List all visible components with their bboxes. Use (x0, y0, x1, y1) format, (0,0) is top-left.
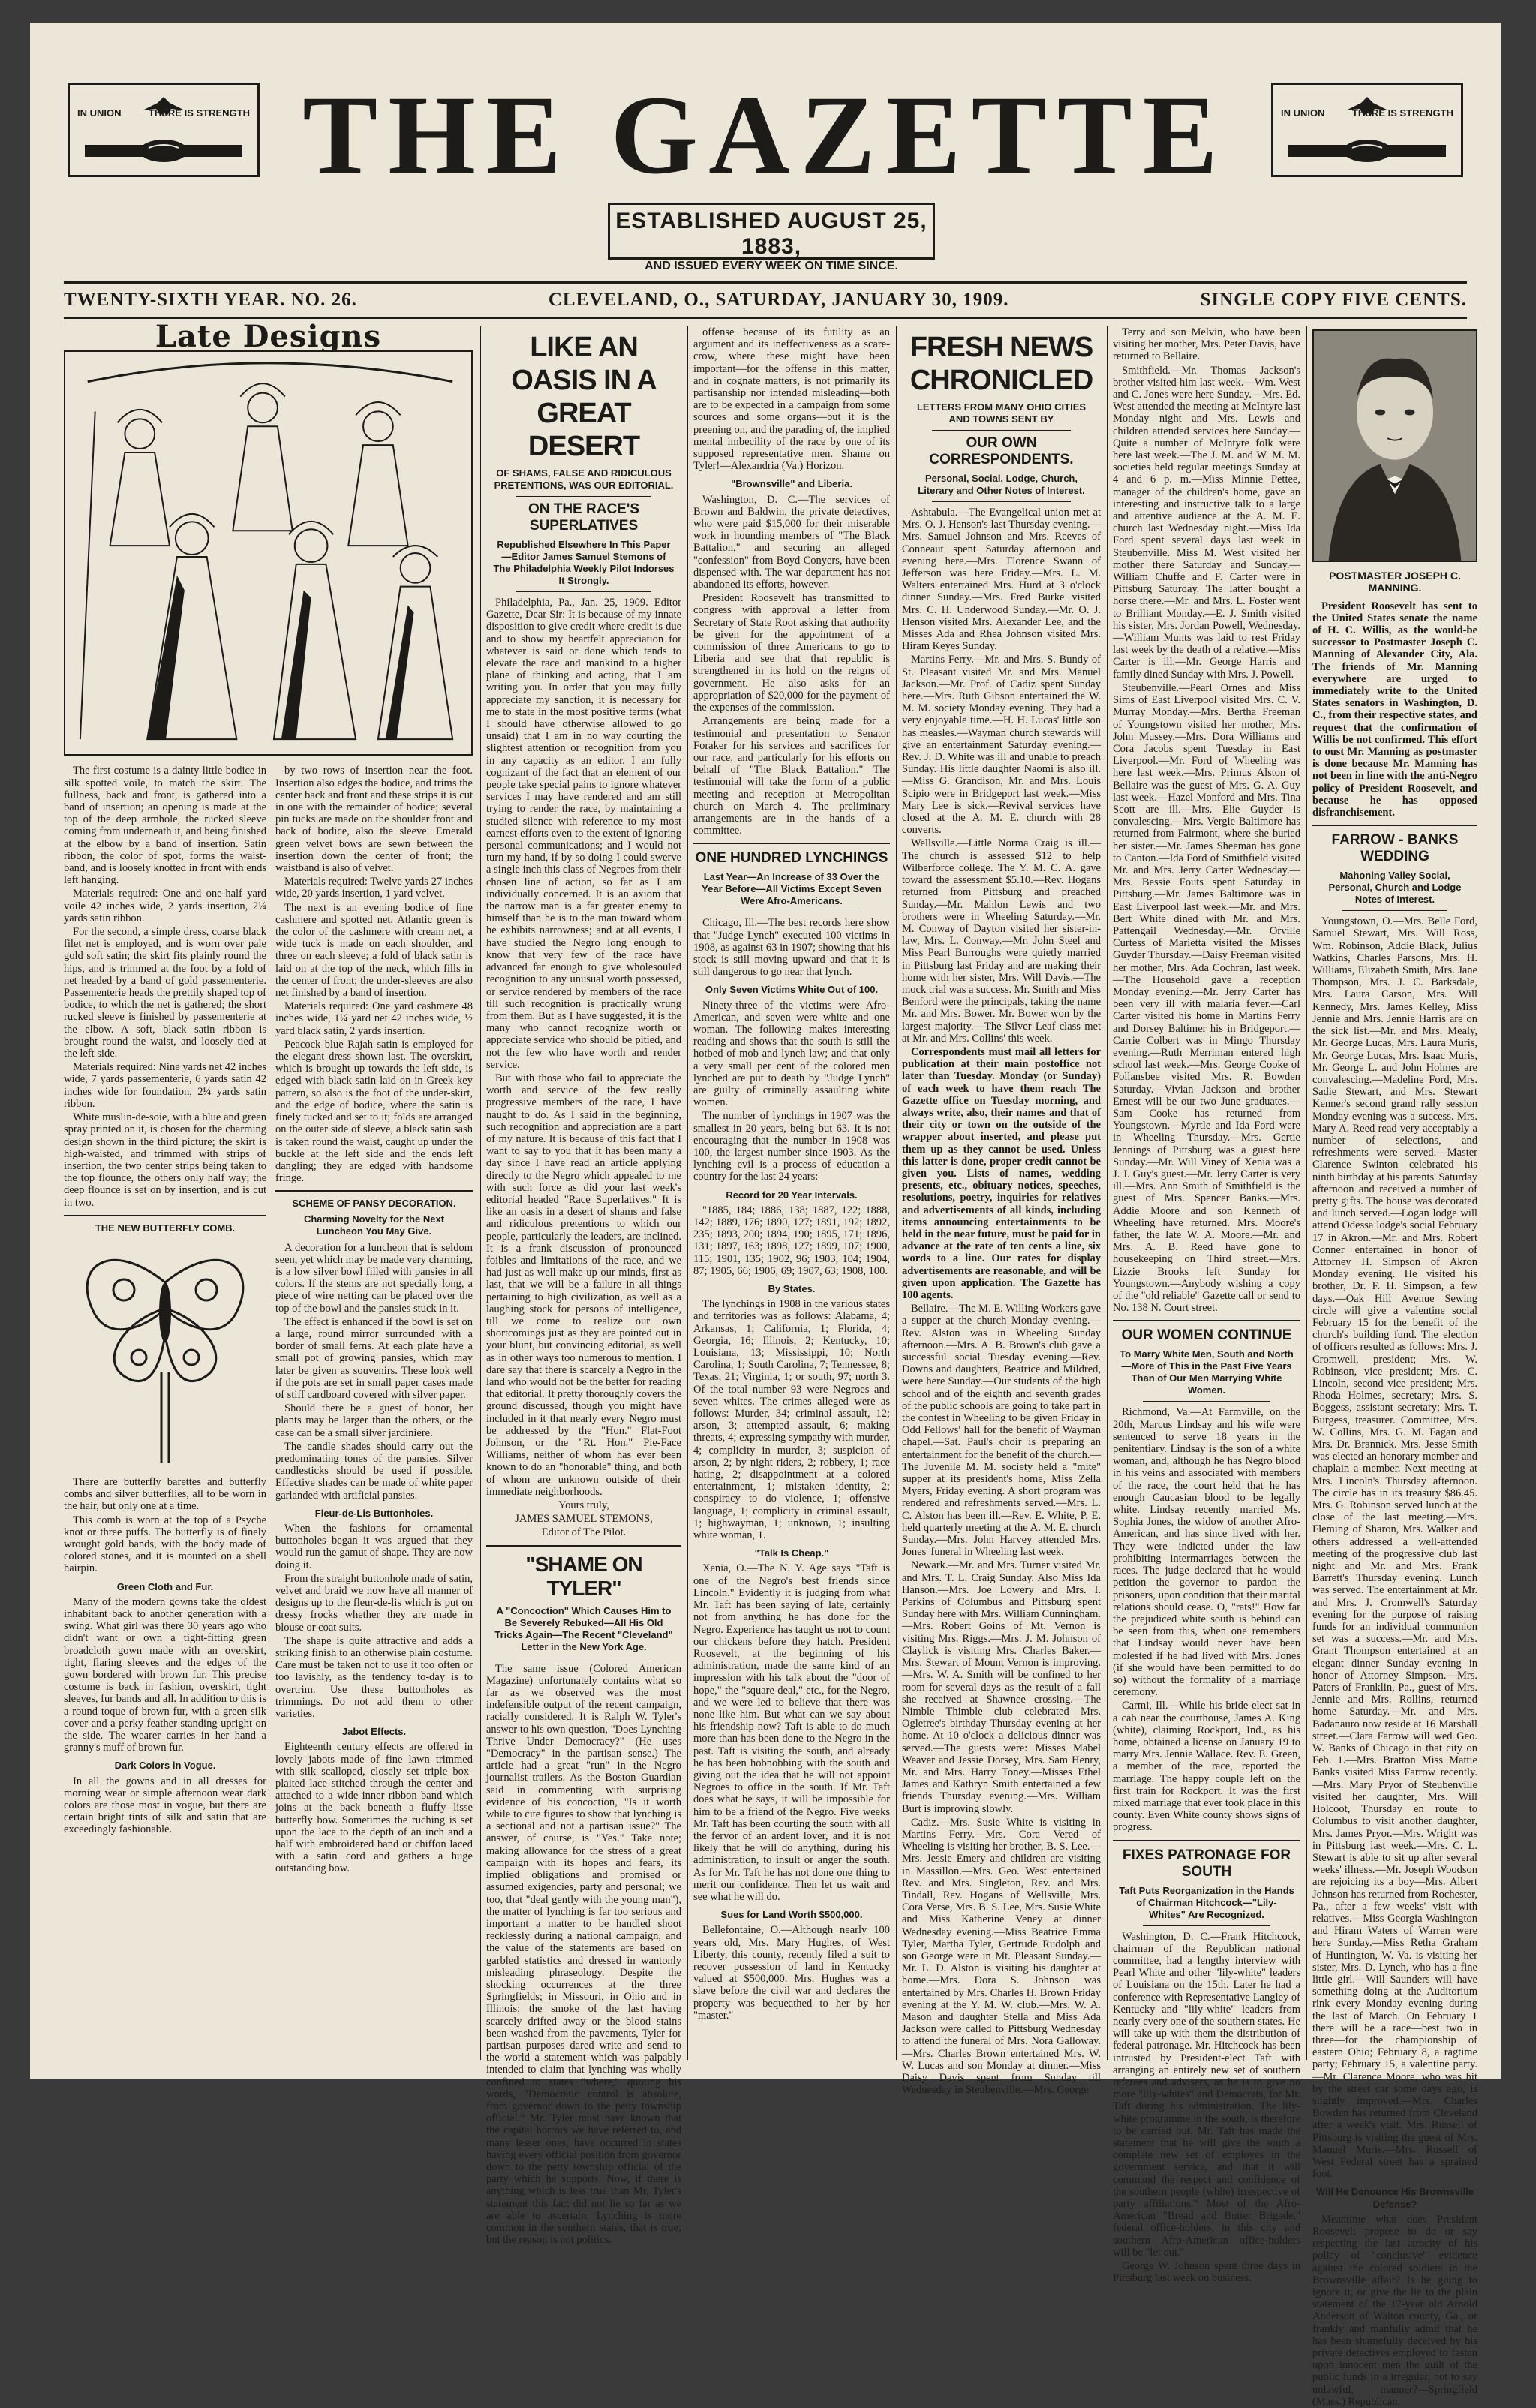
news-paragraph: President Roosevelt has sent to the United States senate the name of H. C. Willis, as the would-be successor to Postmaster Joseph C. Manning of Alexander City, Ala. The friends of Mr. Manning everywhere are urged to immediately write to the United States senators in Washington, D. C., from their respective states, and request that the confirmation of Willis be not confirmed. This effort to oust Mr. Manning as postmaster is done because Mr. Manning has not been in line with the anti-Negro policy of President Roosevelt, and because he has opposed disfranchisement. (1312, 600, 1477, 819)
news-paragraph: Washington, D. C.—Frank Hitchcock, chairman of the Republican national committee, had a lengthy interview with Pearl White and other "lily-white" leaders of Louisiana on the 15th. Later he had a conference with Representative Langley of Kentucky and "lily-white" leaders from nearly every one of the southern states. He will take up with them the distribution of federal patronage. Mr. Hitchcock has been intrusted by President-elect Taft with arranging an entirely new set of southern referees and advisers, as he is to give no more "lily-whites" and Democrats, for Mr. Taft during his administration. The lily-white programme in the south, is therefore to be carried out. Mr. Taft has made the statement that he will give the south a complete new set of employes in the government service, and that it will command the respect and confidence of the southern people (white) irrespective of party affiliations." Most of the Afro-American "Bread and Butter Brigade," federal office-holders, in this city and southern Afro-American office-holders will be "let out." (1113, 1930, 1300, 2259)
emblem-left-text: IN UNION (77, 107, 122, 119)
fashion-paragraph: Materials required: One yard cashmere 48 inches wide, 1¼ yard net 42 inches wide, ½ yard black satin, 2 yards insertion. (275, 1000, 473, 1037)
brownsville-heading: "Brownsville" and Liberia. (731, 478, 852, 490)
news-paragraph: President Roosevelt has transmitted to congress with approval a letter from Secretary of State Root asking that authority be given for the appointment of a commission of three Americans to go to Liberia and see that that republic is strengthened in its hold on the reigns of government. He also asks for an appropriation of $20,000 for the payment of the expenses of the commission. (693, 592, 890, 714)
column-separator (896, 326, 897, 2060)
town-news-paragraph: Cadiz.—Mrs. Susie White is visiting in Martins Ferry.—Mrs. Cora Vered of Wheeling is visiting her brother, B. S. Lee.—Mrs. Jessie Emery and children are visiting in Massillon.—Mrs. Geo. West entertained Rev. and Mrs. Singleton, Rev. and Mrs. Tindall, Rev. Hogans of Wellsville, Mrs. Cora Verse, Mrs. B. S. Lee, Mrs. Susie White and Miss Katherine Veney at dinner Wednesday evening.—Miss Beatrice Emma Tyler, Martha Tyler, Gertrude Rudolph and son George were in Mt. Pleasant Sunday.—Mr. L. D. Alston is visiting his daughter at home.—Mrs. Dora S. Johnson was entertained by Mrs. Charles H. Brown Friday evening at the Y. M. W. club.—Mrs. W. A. Mason and daughter Stella and Miss Ada Jackson were called to Pittsburg Wednesday to attend the funeral of Mrs. Nora Galloway.—Mrs. Charles Brown entertained Mrs. W. W. Lucas and son Monday at dinner.—Miss Daisy Davis spent from Sunday till Wednesday in Steubenville.—Mrs. George (902, 1816, 1101, 2097)
section-rule (516, 496, 651, 497)
fashion-paragraph: Peacock blue Rajah satin is employed for the elegant dress shown last. The overskirt, which is brought up towards the left side, is edged with black satin laid on in Greek key pattern, so also is the foot of the under-skirt, and the edge of bodice, where the satin is finely tucked and set to it; folds are arranged on the outer side of sleeve, a black satin sash is taken round the waist, caught up under the buckle at the left side and the ends left dangling; they are edged with handsome fringe. (275, 1038, 473, 1185)
signoff-line: Editor of The Pilot. (541, 1526, 627, 1539)
shame-headline: "SHAME ON TYLER" (525, 1552, 642, 1600)
editorial-paragraph: Philadelphia, Pa., Jan. 25, 1909. Editor Gazette, Dear Sir: It is because of my innate disposition to give credit where credit is due and to show my heartfelt appreciation for whatever is said or done which tends to elevate the race and mankind to a higher plane of thinking and acting, that I am writing you. In order that you may fully appreciate my sanction, it is necessary for me to state in the most positive terms (what I should have otherwise allowed to go unsaid) that I am in no way courting the slightest attention or recognition from you in any capacity as an editor. I am fully cognizant of the fact that an element of our people take special pains to ignore whatever services I may have rendered and am still trying to render the race, by maintaining a studied silence with reference to my most earnest efforts even to the extent of ignoring personal communications; and I would not turn my hand, if by so doing I could swerve a single inch this class of Negroes from their chosen line of action, so far as I am individually concerned. It is an axiom that the narrow man is a far greater enemy to himself than he is to the man toward whom he exhibits narrowness; and at all events, I have studied the Negro long enough to know that very few of the race have advanced far enough to give wholesouled recognition to any unusual worth possessed, or service rendered by members of the race till such recognition is practically wrung from them. But as I have suggested, it is the many who cannot recognize worth or appreciate service who should be pitied, and not the few who have worth and render service. (486, 597, 681, 1071)
record-heading: Record for 20 Year Intervals. (726, 1189, 858, 1201)
butterfly-comb-illustration (64, 1237, 266, 1470)
column-news (693, 326, 890, 2064)
news-paragraph: offense because of its futility as an argument and its ineffectiveness as a scare-crow, where these might have been important—for the offense in this matter, and in cognate matters, is not primarily its partisanship nor intended misleading—both are to be expected in a campaign from some sources and some organs—but it is the preening on, and the parading of, the implied mental imbecility of the race by one of its supposed representative men. Shame on Tyler!—Alexandria (Va.) Horizon. (693, 326, 890, 473)
dark-colors-heading: Dark Colors in Vogue. (114, 1760, 216, 1772)
jabot-heading: Jabot Effects. (341, 1726, 407, 1738)
emblem-banner (1281, 107, 1453, 119)
section-rule (932, 501, 1071, 502)
column-mahoning (1312, 326, 1477, 2408)
dark-colors-paragraph: In all the gowns and in all dresses for morning wear or simple afternoon wear dark colors are those most in vogue, but there are certain bright tints of silk and satin that are exceedingly fashionable. (64, 1775, 266, 1836)
town-news-paragraph: Terry and son Melvin, who have been visiting her mother, Mrs. Peter Davis, have returned to Bellaire. (1113, 326, 1300, 363)
fresh-news-headline: FRESH NEWS CHRONICLED (909, 332, 1093, 396)
pansy-paragraph: Should there be a guest of honor, her plants may be larger than the others, or the case can be a small silver jardiniere. (275, 1402, 473, 1439)
late-designs-heading: Late Designs (155, 319, 382, 354)
oasis-subheadline: OF SHAMS, FALSE AND RIDICULOUS PRETENTIONS, WAS OUR EDITORIAL. (494, 467, 674, 491)
price: SINGLE COPY FIVE CENTS. (1200, 290, 1467, 310)
emblem-left-text: IN UNION (1281, 107, 1325, 119)
pansy-paragraph: The effect is enhanced if the bowl is set on a large, round mirror surrounded with a border of small ferns. At each plate have a small pot of growing pansies, which may later be given as souvenirs. These look well if the pots are set in small paper cases made of stiff cardboard covered with silver paper. (275, 1315, 473, 1401)
by-states-heading: By States. (768, 1283, 816, 1295)
correspondents-subheadline: Personal, Social, Lodge, Church, Literary and Other Notes of Interest. (918, 473, 1085, 496)
butterfly-paragraph: This comb is worn at the top of a Psyche knot or three puffs. The butterfly is of finely wrought gold bands, with the body made of colored stones, and it is mounted on a shell hairpin. (64, 1514, 266, 1575)
volume-number: TWENTY-SIXTH YEAR. NO. 26. (64, 290, 357, 310)
section-rule (1113, 1320, 1300, 1321)
column-separator (1306, 326, 1307, 2060)
signoff-line: Yours truly, (558, 1499, 609, 1512)
dateline (64, 285, 1467, 315)
town-news-paragraph: Steubenville.—Pearl Ornes and Miss Sims of East Liverpool visited Mrs. C. V. Murray Monday.—Mrs. Bertha Freeman of Youngstown visited her mother, Mrs. John Mussey.—Mrs. Dora Williams and Cora Jacobs spent Tuesday in East Liverpool.—Mr. Ford of Wheeling was here last week.—Mrs. Primus Alston of Bellaire was the guest of Mrs. G. A. Guy last week.—Hazel Monford and Mrs. Tina Scott are ill.—Mrs. Elie Guyder is convalescing.—Mrs. Vergie Baltimore has returned from Fairmont, where she buried her sister.—Mr. James Sheeman has gone to Canton.—Ida Ford of Smithfield visited Mr. and Mrs. Jerry Carter Wednesday.—Mrs. Bessie Fouts spent Saturday in Pittsburg.—Mr. James Baltimore was in East Liverpool last week.—Mr. and Mrs. Bert White dined with Mr. and Mrs. Pattengail Wednesday.—Mr. Orville Curtess of Marietta visited the Misses Guyder Thursday.—Daisy Freeman visited her mother, Mrs. Ada Cochran, last week.—The Household gave a reception Monday evening.—Mr. Jerry Carter has been very ill with malaria fever.—Carl Carter visited his home in Martins Ferry and Dorsey Baltimer his in Bridgeport.—Carrie Colbert was in Mingo Thursday evening.—Ruth Merriman entered high school last week.—Mrs. George Cooke of Follansbee visited Mrs. R. Bowden Saturday.—Vivian Jackson and brother Ernest will be our two June graduates.—Sam Cooke has returned from Youngstown.—Myrtle and Ida Ford were in Wheeling Thursday.—Mrs. Gertie Jennings of Pittsburg was a guest here Sunday.—Mr. Will Viney of Xenia was a J. J. Guy's guest.—Mr. Jerry Carter is very ill.—Mrs. Ann Smith of Smithfield is the guest of Mrs. Spencer Banks.—Mrs. Addie Moore and son Kenneth of Wheeling have returned. Mrs. Moore's father, the late W. A. Moore.—Mr. and Mrs. A. B. Reed have gone to housekeeping on Third street.—Mrs. Lizzie Brooks left Sunday for Youngstown.—Anybody wishing a copy of the "old reliable" Gazette call or send to No. 138 N. Court street. (1113, 681, 1300, 1315)
wedding-headline: FARROW - BANKS WEDDING (1331, 832, 1459, 865)
town-news-paragraph: Smithfield.—Mr. Thomas Jackson's brother visited him last week.—Wm. West and C. Jones were here Sunday.—Mrs. Ed. West attended the meeting at McIntyre last Monday night and Mrs. Lewis and children attended services here Sunday.—Quite a number of McIntyre folk were here last week.—The J. M. and W. M. M. societies held regular meetings Sunday at 4 and 6 p. m.—Miss Minnie Pettee, manager of the children's home, gave an interesting and instructive talk to a large and attentive audience at the A. M. E. church last Wednesday night.—Miss Ida Ford spent several days last week in Steubenville. Miss M. West visited her mother there Saturday and Sunday.—William Chuffe and F. Carter were in Pittsburg Saturday. The latter bought a horse there.—Mr. and Mrs. L. Foster went to Brilliant Monday.—E. J. Smith visited his sister, Mrs. Jordan Powell, Wednesday.—William Munts was laid to rest Friday last week by the death of a relative.—Miss Carter is ill.—Mr. George Harris and family dined Sunday with Mrs. J. Powell. (1113, 364, 1300, 681)
fleur-paragraph: From the straight buttonhole made of satin, velvet and braid we now have all manner of designs up to the fleur-de-lis which is put on dressy frocks whether they are made in blouse or coat suits. (275, 1572, 473, 1634)
women-continue-subheadline: To Marry White Men, South and North—More of This in the Past Five Years Than of Our Men Marrying White Women. (1120, 1348, 1294, 1396)
column-editorial (486, 326, 681, 2247)
fleur-paragraph: When the fashions for ornamental buttonholes began it was argued that they would run the gamut of shape. They are now doing it. (275, 1522, 473, 1571)
section-rule (1312, 825, 1477, 826)
column-separator (480, 326, 481, 2060)
editorial-paragraph: But with those who fail to appreciate the worth and service of the few really progressive members of the race, I have naught to do. As I said in the beginning, such recognition and appreciation are a part of my nature. It is because of this fact that I want to say to you that it has been many a day since I have read an article applying directly to the Negro which appealed to me with such force as did your last week's editorial headed "Race Superlatives." It is like an oasis in a desert of shams and false and ridiculous pretentions to which our people, particularly the leaders, are inclined. It is a frank discussion of pronounced foibles and limitations of the race, and we had just as well make up our minds, first as last, that we will be a failure in all things pertaining to high civilization, as well as a laughing stock for persons of intelligence, till we come to realize our own shortcomings just as they are pointed out in your blunt, but convincing editorial, as well as in other ways too numerous to mention. I dare say that there is scarcely a Negro in the land who would not be the better for reading that editorial. It pretty thoroughly covers the ground discussed, though you might have included in it that nearly every Negro must be addressed by the "Hon." Flat-Foot Johnson, or the "Rt. Hon." Pie-Face Williams, neither of whom has ever been known to do an "honorable" thing, and both of whom are unknown outside of their immediate neighborhoods. (486, 1072, 681, 1498)
town-news-paragraph: Bellaire.—The M. E. Willing Workers gave a supper at the church Monday evening.—Rev. Alston was in Wheeling Sunday afternoon.—Mrs. A. B. Brown's club gave a successful social Tuesday evening.—Rev. Downs and daughters, Beatrice and Mildred, were here Sunday.—Our students of the high school and of the eighth and seventh grades of the public schools are going to take part in the contest in Wheeling to be given Friday in Odd Fellows' hall for the benefit of Wayman chapel.—Sat. Paul's choir is preparing an entertainment for the benefit of the church.—The Juvenile M. M. society held a "mite" supper at its president's home, Miss Zella Myers, Friday evening. A short program was rendered and refreshments served.—Mrs. L. C. Alston has been ill.—Rev. E. White, P. E. held quarterly meeting at the A. M. E. church Sunday.—Mrs. John Harvey attended Mrs. Jones' funeral in Wheeling last week. (902, 1303, 1102, 1559)
section-rule (64, 1215, 266, 1216)
section-rule (932, 430, 1071, 431)
portrait-caption: POSTMASTER JOSEPH C. MANNING. (1329, 570, 1461, 594)
emblem-left (68, 83, 260, 177)
pansy-paragraph: The candle shades should carry out the predominating tones of the pansies. Silver candlesticks should be used if possible. Effective shades can be made of white paper garlanded with artificial pansies. (275, 1440, 473, 1502)
section-rule (693, 843, 890, 844)
oasis-headline: LIKE AN OASIS IN A GREAT DESERT (511, 332, 657, 462)
notice-paragraph: Correspondents must mail all letters for publication at their main postoffice not later than Tuesday. Monday (or Sunday) of each week to have them reach The Gazette office on Tuesday morning, and always write, also, their names and that of their city or town on the outside of the wrapper about inserted, and please put them up as they cannot be used. Unless this latter is done, proper credit cannot be given you. Lists of names, wedding presents, etc., obituary notices, speeches, resolutions, poetry, inquiries for relatives and advertisements of all kinds, including items announcing entertainments to be held in the near future, must be paid for in advance at the rate of ten cents a line, six words to a line. Our rates for display advertisements are reasonable, and will be given upon application. The Gazette has 100 agents. (902, 1045, 1101, 1301)
fashion-illustration (64, 350, 473, 756)
section-rule (516, 591, 651, 592)
fashion-paragraph: For the second, a simple dress, coarse black filet net is employed, and is worn over pale gold soft satin; the skirt fits plainly round the hips, and is trimmed at the foot by a fold of net headed by a band of gold passementerie. Passementerie heads the prettily shaped top of bodice, to which the net is gathered; the short rucked sleeve is finished by passementerie at the elbow. A soft, black satin ribbon is brought round the waist, and loosely tied at the left side. (64, 926, 266, 1060)
town-news-paragraph: Ashtabula.—The Evangelical union met at Mrs. O. J. Henson's last Thursday evening.—Mrs. Samuel Johnson and Mrs. Reeves of Conneaut spent Saturday afternoon and evening here.—Mrs. Florence Swann of Jefferson was here Friday.—Mrs. L. M. Walters entertained Mrs. Hurd at 3 o'clock dinner Sunday.—Mrs. Fred Burke visited Mrs. C. H. Underwood Sunday.—Mr. O. J. Henson visited Mrs. Alexander Lee, and the Misses Ada and Rhea Johnson visited Mrs. Hiram Keyes Sunday. (902, 507, 1101, 653)
newspaper-page (30, 23, 1501, 2408)
tagline: AND ISSUED EVERY WEEK ON TIME SINCE. (645, 260, 898, 272)
patronage-headline: FIXES PATRONAGE FOR SOUTH (1122, 1847, 1291, 1880)
emblem-banner (77, 107, 250, 119)
fashion-text-left (64, 765, 266, 1876)
section-rule (1342, 910, 1447, 911)
column-correspondents (902, 326, 1102, 2097)
patronage-subheadline: Taft Puts Reorganization in the Hands of Chairman Hitchcock—"Lily-Whites" Are Recognized. (1119, 1884, 1294, 1920)
fresh-news-subheadline: LETTERS FROM MANY OHIO CITIES AND TOWNS SENT BY (916, 401, 1087, 425)
section-rule (486, 1545, 681, 1547)
lynchings-headline: ONE HUNDRED LYNCHINGS (695, 850, 888, 867)
butterfly-paragraph: There are butterfly barettes and butterfly combs and silver butterflies, all to be worn in the hair, but only one at a time. (64, 1475, 266, 1513)
fashion-paragraph: Materials required: Twelve yards 27 inches wide, 20 yards insertion, 1 yard velvet. (275, 876, 473, 900)
established-box (608, 203, 935, 272)
women-continue-headline: OUR WOMEN CONTINUE (1121, 1327, 1292, 1344)
wedding-subheadline: Mahoning Valley Social, Personal, Church and Lodge Notes of Interest. (1328, 870, 1462, 906)
green-cloth-paragraph: Many of the modern gowns take the oldest inhabitant back to another generation with a swing. What girl was there 30 years ago who didn't want or own a tight-fitting green broadcloth gown made with an overskirt, tight, flaring sleeves and the edges of the gown bordered with brown fur. This precise costume is back in fashion, overskirt, tight sleeves, fur bands and all. In addition to this is a round toque of brown fur, with a green silk cover and a perky feather standing upright on the side. The wearer carries in her hand a granny's muff of brown fur. (64, 1595, 266, 1754)
pansy-paragraph: A decoration for a luncheon that is seldom seen, yet which may be made very charming, is a low silver bowl filled with pansies in all colors. If the stems are not specially long, a piece of wire netting can be placed over the top of the bowl and the pansies stuck in it. (275, 1241, 473, 1315)
town-news-paragraph: Newark.—Mr. and Mrs. Turner visited Mr. and Mrs. T. L. Craig Sunday. Also Miss Ida Hanson.—Mrs. Joe Lowery and Mrs. I. Perkins of Columbus and Pittsburg spent Sunday here with Mrs. William Cunningham.—Mrs. Robert Goins of Mt. Vernon is visiting Mrs. Riggs.—Mrs. J. M. Johnson of Claylick is visiting Mrs. Charles Baker.—Mrs. Stewart of Mount Vernon is improving.—Mrs. W. A. Smith will be confined to her room for several days as the result of a fall she received at Shawnee crossing.—The Nimble Thimble club celebrated Mrs. Ogletree's birthday Thursday evening at her home. At 10 o'clock a delicious dinner was served.—The guests were: Misses Mabel Weaver and Jessie Dorsey, Mrs. Sam Henry, Mr. and Mrs. Harry Toney.—Misses Ethel James and Kathryn Smith entertained a few friends Thursday evening.—Mrs. William Burt is improving slowly. (902, 1559, 1101, 1815)
emblem-right-text: THERE IS STRENGTH (148, 107, 250, 119)
states-paragraph: The lynchings in 1908 in the various states and territories was as follows: Alabama, 4; Arkansas, 1; California, 1; Florida, 4; Georgia, 16; Illinois, 2; Kentucky, 10; Louisiana, 13; Mississippi, 10; North Carolina, 1; South Carolina, 7; Tennessee, 8; Texas, 21; Virginia, 1; or south, 97; north 3. Of the total number 93 were Negroes and seven whites. The crimes alleged were as follows: Murder, 34; criminal assault, 12; arson, 3; attempted assault, 6; making threats, 4; expressing sympathy with murder, 4; complicity in murder, 3; suspicion of arson, 2; by night riders, 2; robbery, 1; race hating, 2; disappointment at a colored entertainment, 1; mistaken identity, 2; conspiracy to do violence, 1; offensive language, 1; complicity in criminal assault, 1; highwayman, 1; unknown, 1; insulting white woman, 1. (693, 1298, 890, 1542)
town-news-paragraph: Wellsville.—Little Norma Craig is ill.—The church is assessed $12 to help Wilberforce college. The Y. M. C. A. gave toward the assessment $5.10.—Rev. Hogans returned from Pittsburg and preached Sunday.—Mr. Mahlon Lewis and two brothers were in Wheeling Saturday.—Mr. M. Conway of Dayton visited her sister-in-law, Mrs. L. Conway.—Mr. John Steel and Miss Pearl Burroughs were quietly married in Pittsburg last Friday and are making their home with her sister, Mrs. Will Davis.—The mock trial was a success. Mr. Smith and Miss Benford were the principals, taking the name Mr. and Mrs. Bower. Mr. Bower won by the largest majority.—The Silver Leaf class met at Mr. and Mrs. Collins' this week. (902, 837, 1102, 1045)
column-separator (687, 326, 688, 2060)
superlatives-headline: ON THE RACE'S SUPERLATIVES (528, 501, 640, 534)
section-rule (1143, 1401, 1270, 1402)
column-towns (1113, 326, 1300, 2285)
jabot-paragraph: Eighteenth century effects are offered in lovely jabots made of fine lawn trimmed with silk scalloped, closely set triple box-plaited lace stitched through the center and attached to a wide inner ribbon band which joins at the back beneath a fluffy lisse butterfly bow. Sometimes the ruching is set upon the lace to the depth of an inch and a half with embroidered band or chiffon laced with a satin cord and gathers a huge outstanding bow. (275, 1741, 473, 1875)
fashion-paragraph: Materials required: Nine yards net 42 inches wide, 7 yards passementerie, 6 yards satin 42 inches wide for foundation, 2¼ yards satin ribbon. (64, 1061, 266, 1110)
pansy-heading: SCHEME OF PANSY DECORATION. (292, 1198, 456, 1210)
clasped-hands-icon (85, 137, 242, 164)
news-paragraph: Carmi, Ill.—While his bride-elect sat in a cab near the courthouse, James A. King (white), claiming Rockport, Ind., as his home, obtained a license on January 19 to marry Mrs. Jennie Wallace. Rev. E. Green, a member of the race, reported the marriage. The happy couple left on the first train for Rockport. It was the first mixed marriage that ever took place in this county. Even White county shows signs of progress. (1113, 1700, 1300, 1834)
talk-paragraph: Xenia, O.—The N. Y. Age says "Taft is one of the Negro's best friends since Lincoln." Evidently it is judging from what Mr. Taft has been saying of late, certainly not from anything he has done for the Negro. Experience has taught us not to count our chickens before they hatch. President Roosevelt, at the beginning of his administration, made the same kind of an impression with his talk about the "door of hope," the "square deal," etc., for the Negro, and we were led to believe that there was none like him. But what can we say about his friendship now? Taft is able to do much more than has been done to the Negro in the past. Taft is visiting the south, and already he has been hobnobbing with the south and giving out the idea that he will not appoint Negroes to office in the south. If Mr. Taft does what he says, it will be impossible for him to be a friend of the Negro. Five weeks Mr. Taft has been courting the south with all the fervor of an ardent lover, and it is not likely that he will do anything, during his administration, to insult or anger the south. As for Mr. Taft he has not done one thing to merit our confidence. Then let us wait and see what he will do. (693, 1562, 890, 1903)
superlatives-subheadline: Republished Elsewhere In This Paper —Editor James Samuel Stemons of The Philadelphia Weekly Pilot Indorses It Strongly. (493, 539, 675, 586)
butterfly-comb-heading: THE NEW BUTTERFLY COMB. (95, 1222, 236, 1234)
signoff-line: JAMES SAMUEL STEMONS, (515, 1513, 653, 1526)
column-separator (1107, 326, 1108, 2060)
news-paragraph: Arrangements are being made for a testimonial and presentation to Senator Foraker for his services and sacrifices for our race, and particularly for his efforts on behalf of "The Black Battalion." The testimonial will take the form of a public meeting and reception at Metropolitan church on March 4. The preliminary arrangements are in the hands of a committee. (693, 715, 890, 837)
shame-subheadline: A "Concoction" Which Causes Him to Be Severely Rebuked—All His Old Tricks Again—The Recent "Cleveland" Letter in the New York Age. (494, 1604, 673, 1652)
news-paragraph: Meantime what does President Roosevelt propose to do or say respecting the last atrocity of his policy of "conclusive" evidence against the colored soldiers in the Brownsville affair? Is he going to ignore it, or give the lie to the plain statement of the 17-year old Arnold Anderson of Walton county, Ga., or frankly and manfully admit that he has been shamefully deceived by his private detectives employed to fasten upon innocent men the guilt of the public funds in a irregular, not to say unlawful, manner?—Springfield (Mass.) Republican. (1312, 2213, 1477, 2408)
editorial-paragraph: The same issue (Colored American Magazine) unfortunately contains what so far as we observed was the most indefensible output of the recent campaign, racially considered. It is Ralph W. Tyler's answer to his own question, "Does Lynching Thrive Under Democracy?" (He uses "Democracy" in the partisan sense.) The article had a great "run" in the Negro journalist trailers. As the Boston Guardian said in commenting with surprising evidence of his concoction, "Is it worth while to cite figures to show that lynching is a sectional and not a partisan issue?" The answer, of course, is "Yes." Take note; making allowance for the stress of a great campaign with its hopes and fears, its implied obligations and promised or assumed exigencies, party and personal; we too, that "deal gently with the young man"), the matter of lynching is far too serious and important a matter to be handled shoot recklessly during a national campaign, and the value of the statements are based on garbled statistics and dressed in wantonly misleading phraseology. Despite the shocking occurrences at the three Springfields; in Missouri, in Ohio and in Illinois; the smoke of the last having scarcely drifted away or the blood stains been washed from the pavements, Tyler for partisan purposes dared write and send to the world a statement which was palpably intended to claim that lynching was wholly confined to states "where," quoting his words, "Democratic control is absolute, from governor down to the petty township official." Mr. Tyler must have known that the capital horrors we have referred to, and many lesser ones, have occurred in states having every official position from governor down to the petty township official of the party which he supports. Now, if there is anything which is less true than Mr. Tyler's statement this fact did not lie so far as we are able to ascertain. Lynching is more common in the southern states, that is true; but the reason is not politics. (486, 1662, 681, 2247)
green-cloth-heading: Green Cloth and Fur. (116, 1580, 214, 1592)
fashion-paragraph: The first costume is a dainty little bodice in silk spotted voile, to match the skirt. The fullness, back and front, is gathered into a band of insertion; an opening is made at the top of the deep armhole, the rucked sleeve coming from underneath it, and being finished at the elbow by a band of insertion. Satin ribbon, the color of spot, forms the waist-band, and is loosely knotted in front with ends left hanging. (64, 765, 266, 887)
fleur-paragraph: The shape is quite attractive and adds a striking finish to an otherwise plain costume. Care must be taken not to use it too often or too lavishly, as the tendency to-day is to overtrim. Use these buttonholes as trimmings. Do not add them to other varieties. (275, 1634, 473, 1721)
fashion-paragraph: Materials required: One and one-half yard voile 42 inches wide, 2 yards insertion, 2¼ yards satin ribbon. (64, 888, 266, 924)
sues-heading: Sues for Land Worth $500,000. (720, 1909, 863, 1921)
news-paragraph: Richmond, Va.—At Farmville, on the 20th, Marcus Lindsay and his wife were sentenced to serve 18 years in the penitentiary. Lindsay is the son of a white woman, and, although he has Negro blood in his veins and associated with members of the race, the court held that he has enough Caucasian blood to be legally white. Lindsay recently married Ms. Sophia Jones, the widow of another Afro-American, and has since lived with her. They were indicted under the law prohibiting intermarriages between the races. The judge declared that he would petition the governor to pardon the prisoners, upon condition that their marital relations should cease. O, "rats!" How far the prejudiced white south is behind can be seen from this, when one remembers that Lindsay would never have been molested if he had lived with Mrs. Jones (if she would have been permitted to do so) without the formality of a marriage ceremony. (1113, 1406, 1300, 1699)
news-paragraph: Washington, D. C.—The services of Brown and Baldwin, the private detectives, who were paid $15,000 for their miserable work in hounding members of "The Black Battalion," and securing an alleged "confession" from Boyd Conyers, have been dispensed with. The war department has not abandoned its efforts, however. (693, 493, 890, 591)
news-paragraph: George W. Johnson spent three days in Pittsburg last week on business. (1113, 2260, 1300, 2285)
news-paragraph: Chicago, Ill.—The best records here show that "Judge Lynch" executed 100 victims in 1908, as against 63 in 1907; showing that his stock is still moving upward and that it is still dangerous to go near that lynch. (693, 917, 890, 979)
section-rule (275, 1190, 473, 1192)
town-news-paragraph: Martins Ferry.—Mr. and Mrs. S. Bundy of St. Pleasant visited Mr. and Mrs. Manuel Jackson.—Mr. Prof. of Cadiz spent Sunday here.—Mrs. Ruth Gibson entertained the W. M. M. society Monday evening. They had a very enjoyable time.—H. H. Lucas' little son has measles.—Wayman church stewards will give an entertainment Saturday evening.—Rev. J. D. White was ill and unable to preach Sunday. His little daughter Naomi is also ill.—Miss G. Grandison, Mr. and Mrs. Louis Scipio were in Bridgeport last week.—Miss Mary Lee is sick.—Revival services have closed at the A. M. E. church with 28 converts. (902, 654, 1101, 837)
column-fashion (64, 319, 473, 2064)
place-date: CLEVELAND, O., SATURDAY, JANUARY 30, 1909. (548, 290, 1009, 310)
correspondents-headline: OUR OWN CORRESPONDENTS. (929, 435, 1074, 467)
pansy-subheading: Charming Novelty for the Next Luncheon You May Give. (303, 1213, 445, 1237)
fashion-paragraph: by two rows of insertion near the foot. Insertion also edges the bodice, and trims the center back and front and these strips it is cut in one with the remainder of bodice; several pin tucks are made on the shoulder front and back of bodice, also the sleeve. Emerald green velvet bows are sewn between the insertion down the center of front; the waistband is also of velvet. (275, 765, 473, 875)
fashion-text-columns (64, 765, 473, 1876)
fashion-text-right (275, 765, 473, 1876)
fleur-heading: Fleur-de-Lis Buttonholes. (314, 1507, 434, 1519)
denounce-heading: Will He Denounce His Brownsville Defense? (1315, 2186, 1474, 2210)
dateline-rule-top (64, 281, 1467, 284)
only-seven-heading: Only Seven Victims White Out of 100. (705, 984, 879, 996)
fashion-paragraph: White muslin-de-soie, with a blue and green spray printed on it, is chosen for the charming design shown in the third picture; the skirt is high-waisted, and trimmed with strips of insertion, the two center strips being taken to the top flounce, the others only half way; the deep flounce is set on by insertion, and is cut in two. (64, 1111, 266, 1209)
record-paragraph: "1885, 184; 1886, 138; 1887, 122; 1888, 142; 1889, 176; 1890, 127; 1891, 192; 1892, 235; 1893, 200; 1894, 190; 1895, 171; 1896, 131; 1897, 163; 1898, 127; 1899, 107; 1900, 115; 1901, 135; 1902, 96; 1903, 104; 1904, 87; 1905, 66; 1906, 69; 1907, 63; 1908, 100. (693, 1204, 890, 1277)
sues-paragraph: Bellefontaine, O.—Although nearly 100 years old, Mrs. Mary Hughes, of West Liberty, this county, recently filed a suit to recover possession of land in Kentucky valued at $500,000. Mrs. Hughes was a slave before the civil war and declares the property was bequeathed to her by her "master." (693, 1924, 890, 2022)
talk-cheap-heading: "Talk Is Cheap." (754, 1547, 829, 1559)
town-news-paragraph: Youngstown, O.—Mrs. Belle Ford, Samuel Stewart, Mrs. Will Ross, Wm. Robinson, Addie Black, Julius Watkins, Charles Parsons, Mrs. H. Williams, Elizabeth Smith, Mrs. Jane Thompson, Mrs. J. C. Barksdale, Mrs. Laura Carson, Mrs. Will Kennedy, Mrs. James Kelley, Miss Jennie and Mrs. Jennie Harris are on the sick list.—Mr. and Mrs. Mealy, Mr. George Lucas, Mrs. Laura Muris, Mr. George Lucas, Mrs. Isaac Muris, Mr. George L. and John Holmes are convalescing.—Madeline Ford, Mrs. Sadie Stewart, and Mrs. Stewart Kenner's second grand rally session Monday evening was a success. Mrs. Mary A. Reed read very acceptably a number of selections, and refreshments were served.—Master Clarence Swinton celebrated his ninth birthday at his parents' Saturday afternoon and received a number of pretty gifts. The house was decorated and lunch served.—Logan lodge will attend Odessa lodge's social February 17 in Akron.—Mr. and Mrs. Robert Conner entertained in honor of Attorney H. Simpson of Akron Monday evening. He visited his brother, Dr. F. H. Simpson, a few days.—Oak Hill Avenue Sewing circle will give a valentine social February 15 for the benefit of the church's building fund. The election of officers resulted as follows: Mrs. J. Cromwell, president; Mrs. W. Robinson, vice president; Mrs. C. Lincoln, second vice president; Mrs. Rhoda Holmes, secretary; Mrs. S. Boggess, assistant secretary; Mrs. T. Burgess, treasurer. Committee, Mrs. W. Collins, Mrs. G. M. Fagan and Mrs. Dr. Brannick. Mrs. Jesse Smith was elected an honorary member and chaplain a member. Next meeting at Mrs. Lincoln's Thursday afternoon. The circle has in its treasury $86.45. Mrs. G. Robinson served lunch at the close of the last meeting.—Mrs. Fleming of Sharon, Mrs. Walker and others addressed a well-attended meeting of the progressive club last night and Mr. and Mrs. Frank Barrett's Thursday evening. Lunch was served. The entertainment at Mr. and Mrs. J. Cromwell's Saturday evening for the purpose of raising funds for an individual communion set was a success.—Mr. and Mrs. Grant Thompson entertained at an elegant dinner Sunday evening in honor of Attorney Simpson.—Mrs. Paters of Franklin, Pa., guest of Mrs. Jennie and Mrs. Rollins, returned home Saturday.—Mr. and Mrs. Badanauro now reside at 16 Marshall street.—Clara Farrow will wed Geo. W. Banks of Chicago in that city on Feb. 1.—Mrs. Bratton Miss Mattie Banks visited Miss Farrow recently.—Mrs. Mary Pryor of Steubenville visited her daughter, Mrs. Will Holcoot, Thursday en route to Columbus to visit another daughter, Mrs. James Pryor.—Mrs. Wright was in Pittsburg last week.—Mrs. C. L. Stewart is able to sit up after several weeks' illness.—Mr. Joseph Woodson are rejoicing its a boy—Mrs. Albert Johnson has returned from Rochester, Pa., after a few weeks' visit with relatives.—Miss Georgia Washington and Hiram Waters of Warren were here Sunday.—Miss Retha Graham of Huntington, W. Va. is visiting her sister, Mrs. D. Lynch, who has a fine little girl.—Will Saunders will have something doing at the Auditorium rink every Monday evening during the last of March. On February 1 there will be a race—best two in three—for the championship of eastern Ohio; February 8, a ragtime party; February 15, a valentine party.—Mr. Clarence Moore, who was hit by the street car some days ago, is slightly improved.—Mrs. Charles Bowden has returned from Cleveland after a week's visit. Mrs. Russell of Pittsburg is visiting the guest of Mrs. Manuel Muris.—Mrs. Russell of West Federal street has a sprained foot. (1312, 915, 1477, 2181)
news-paragraph: Ninety-three of the victims were Afro-American, and seven were white and one woman. The following makes interesting reading and shows that the south is still the hotbed of mob and lynch law; and that only a very small per cent of the colored men lynched are put to death by "Judge Lynch" are guilty of criminally assaulting white women. (693, 999, 890, 1109)
section-rule (1113, 1840, 1300, 1841)
postmaster-portrait (1312, 329, 1477, 562)
emblem-right (1271, 83, 1463, 177)
section-rule (1143, 1925, 1270, 1926)
masthead (30, 23, 1501, 278)
established-line: ESTABLISHED AUGUST 25, 1883, (615, 209, 927, 259)
fashion-paragraph: The next is an evening bodice of fine cashmere and spotted net. Atlantic green is the color of the cashmere with cream net, a wide tuck is made on each shoulder, and three on each sleeve; a fold of black satin is laid on at the top of the neck, which fills in the center of front; the under-sleeves are also net finished by a band of insertion. (275, 901, 473, 1000)
emblem-right-text: THERE IS STRENGTH (1351, 107, 1453, 119)
newspaper-title: THE GAZETTE (302, 73, 1228, 197)
clasped-hands-icon (1288, 137, 1446, 164)
lynchings-subheadline: Last Year—An Increase of 33 Over the Year Before—All Victims Except Seven Were Afro-Americans. (702, 871, 882, 907)
news-paragraph: The number of lynchings in 1907 was the smallest in 20 years, being but 63. It is not encouraging that the number in 1908 was 100, the largest number since 1903. As the lynching evil is a process of education a country for the last 24 years: (693, 1110, 890, 1183)
